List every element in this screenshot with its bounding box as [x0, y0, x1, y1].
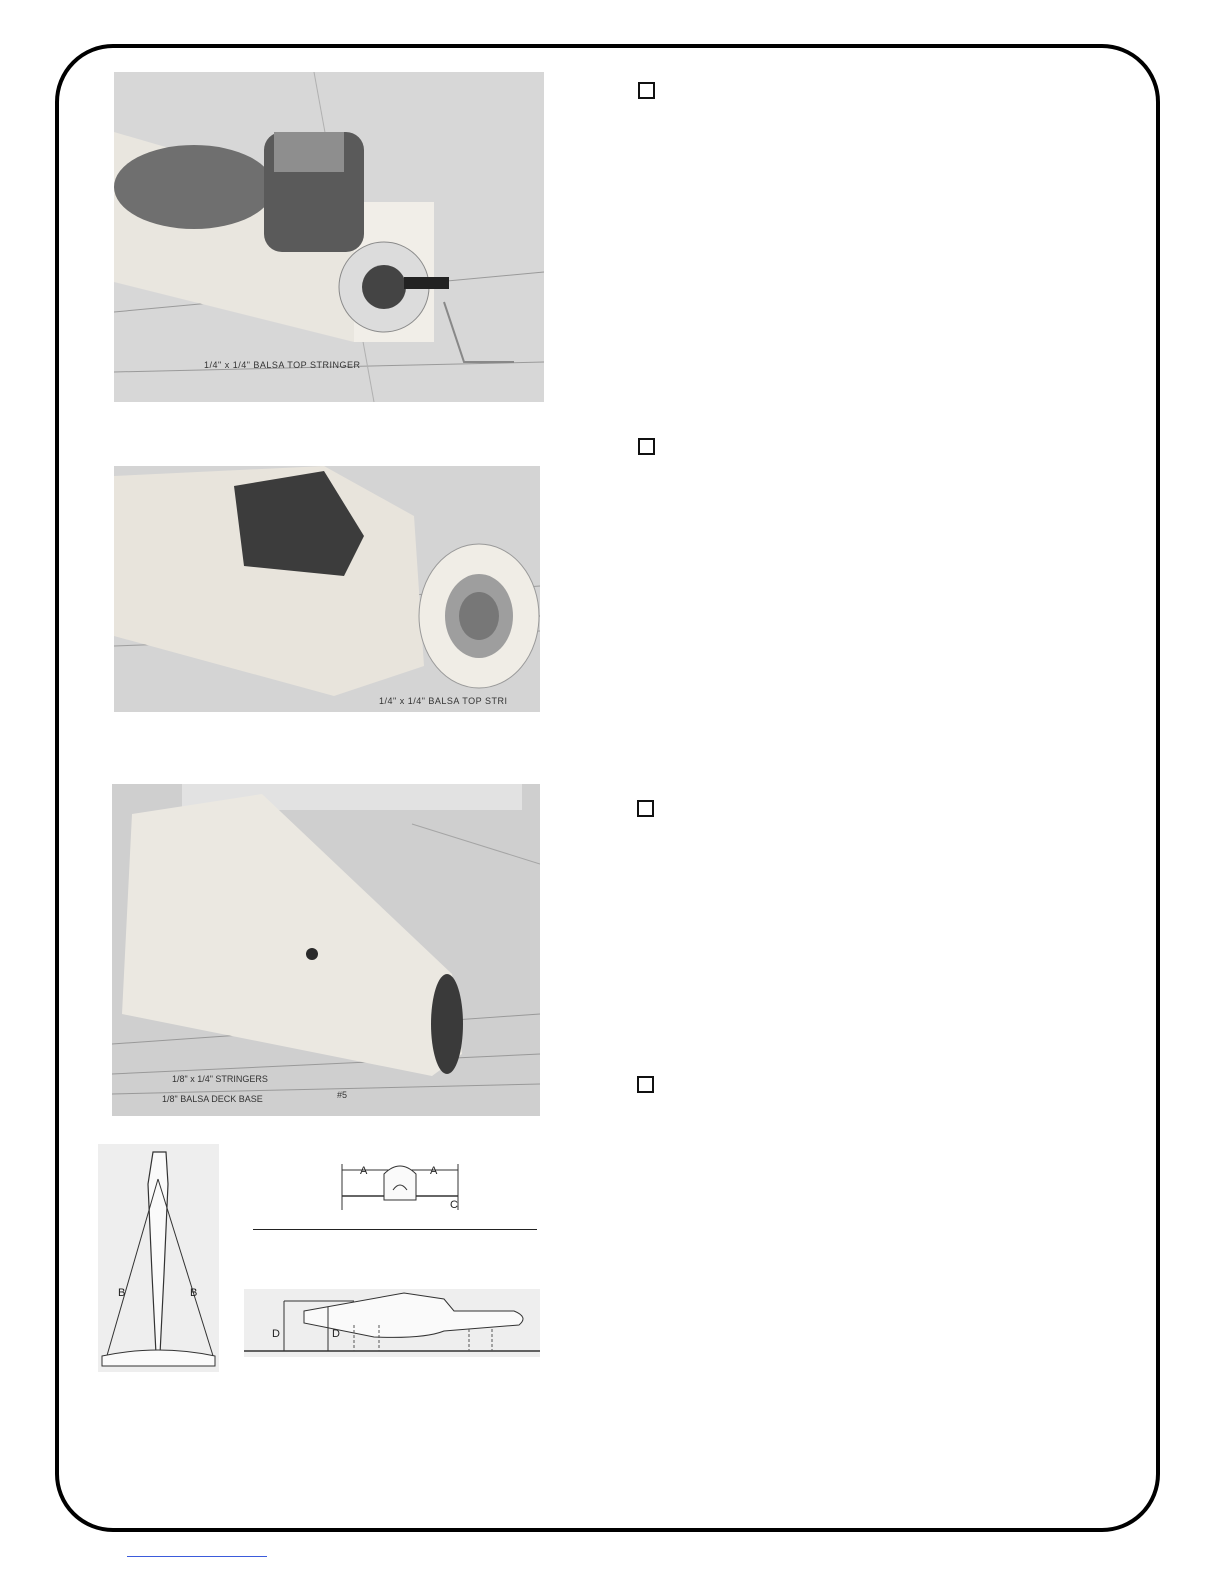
- label-d-right: D: [332, 1328, 340, 1340]
- diagram-front-view: [338, 1156, 462, 1212]
- step-1-checkbox[interactable]: [638, 82, 655, 99]
- photo3-caption-stringers: 1/8" x 1/4" STRINGERS: [172, 1074, 268, 1084]
- diagram-side-view: [244, 1289, 540, 1357]
- label-b-right: B: [190, 1287, 198, 1299]
- step-3-checkbox[interactable]: [637, 800, 654, 817]
- step-2-checkbox[interactable]: [638, 438, 655, 455]
- photo-engine-mount: [114, 72, 544, 402]
- photo3-caption-former: #5: [337, 1090, 348, 1100]
- photo-cowl-carved: [114, 466, 540, 712]
- label-a-left: A: [360, 1165, 368, 1177]
- label-d-left: D: [272, 1328, 280, 1340]
- label-a-right: A: [430, 1165, 438, 1177]
- photo2-caption: 1/4" x 1/4" BALSA TOP STRI: [379, 696, 508, 706]
- photo-fuselage-top: [112, 784, 540, 1116]
- bottom-link-underline[interactable]: [127, 1556, 267, 1557]
- photo3-caption-deck: 1/8" BALSA DECK BASE: [162, 1094, 263, 1104]
- label-c: C: [450, 1199, 458, 1211]
- label-b-left: B: [118, 1287, 126, 1299]
- diagram-divider: [253, 1229, 537, 1230]
- diagram-top-view: [98, 1144, 219, 1372]
- step-4-checkbox[interactable]: [637, 1076, 654, 1093]
- photo1-caption: 1/4" x 1/4" BALSA TOP STRINGER: [204, 360, 361, 370]
